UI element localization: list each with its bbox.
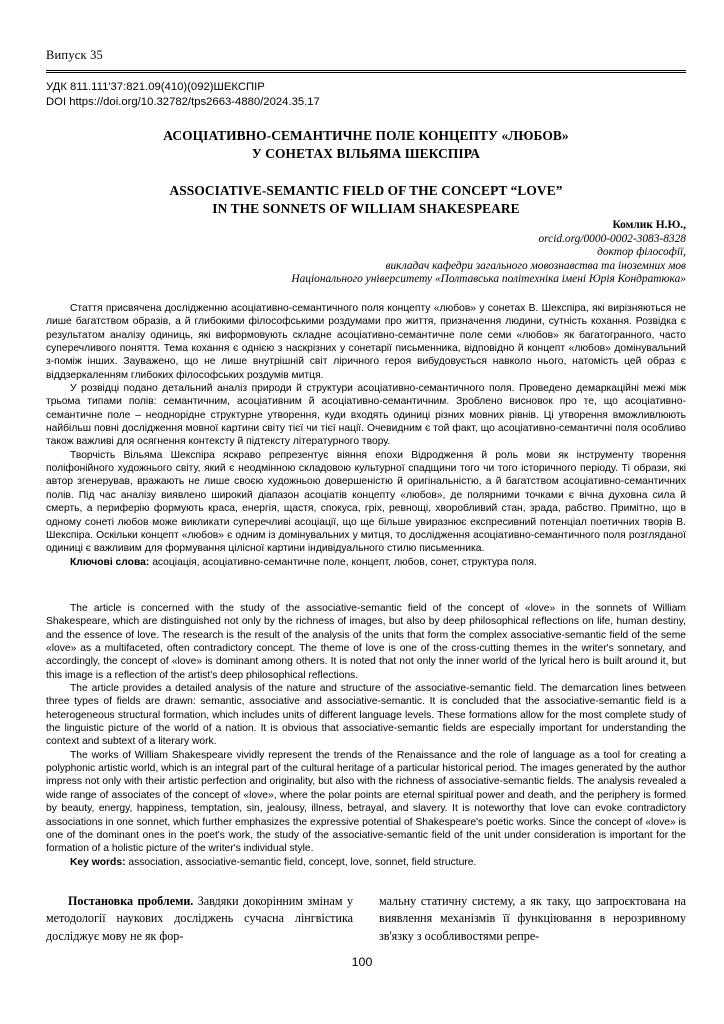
abstract-english	[46, 602, 686, 869]
body-column-right	[379, 893, 686, 945]
abstract-ukrainian-paragraph-3: Творчість Вільяма Шекспіра яскраво репрезентує віяння епохи Відродження й роль мови як інструменту творення поліфонійного художнього світу, який є неодмінною складовою культурної спадщини того чи того історичного періоду. Ті образи, які автор згенерував, вражають не лише своєю художньою довершеністю й оригінальністю, а й багатством асоціативно-семантичних полів. Під час аналізу виявлено широкий діапазон асоціатів концепту «любов», де полярними точками є вічна духовна сила й смерть, а периферію формують краса, енергія, щастя, спокуса, гріх, ревнощі, хворобливий стан, зрада, рабство. Примітно, що в одному сонеті любов може викликати суперечливі асоціації, що ще більше увиразнює експресивний потенціал поетичних творів В. Шекспіра. Оскільки концепт «любов» є одним із домінувальних у митця, то дослідження асоціативно-семантичного поля розгляданої одиниці є важливим для формування цілісної картини індивідуального стилю письменника.	[46, 449, 686, 555]
header-divider-rule	[46, 70, 686, 73]
abstract-ukrainian	[46, 302, 686, 569]
author-degree: доктор філософії,	[597, 246, 686, 259]
abstract-english-paragraph-2: The article provides a detailed analysis of the nature and structure of the associative-semantic field. The demarcation lines between three types of fields are drawn: semantic, associative and associative-semantic. It is concluded that the associative-semantic field is a heterogeneous structural formation, which includes units of different language levels. These formations allow for the most complete study of the linguistic picture of the world of a nation. It is obvious that associative-semantic fields are especially important for understanding the context and subtext of a literary work.	[46, 683, 686, 748]
running-head-text: Випуск 35	[46, 48, 104, 62]
title-english-line-2: IN THE SONNETS OF WILLIAM SHAKESPEARE	[212, 200, 520, 216]
title-english	[46, 182, 686, 217]
section-heading-problem-statement: Постановка проблеми.	[68, 894, 194, 908]
author-name: Комлик Н.Ю.,	[612, 219, 686, 231]
keywords-english-label: Key words:	[70, 856, 126, 868]
udc-code: УДК 811.111'37:821.09(410)(092)ШЕКСПІР	[46, 81, 265, 93]
doi-code[interactable]: DOI https://doi.org/10.32782/tps2663-4880/2024.35.17	[46, 95, 320, 108]
author-block	[46, 219, 686, 287]
author-position: викладач кафедри загального мовознавства та іноземних мов	[385, 259, 686, 272]
title-ukrainian-line-2: У СОНЕТАХ ВІЛЬЯМА ШЕКСПІРА	[251, 145, 481, 161]
title-english-line-1: ASSOCIATIVE-SEMANTIC FIELD OF THE CONCEPT “LOVE”	[169, 183, 563, 198]
abstract-ukrainian-paragraph-2: У розвідці подано детальний аналіз природи й структури асоціативно-семантичного поля. Проведено демаркаційні межі між трьома типами полів: семантичним, асоціативним й асоціативно-семантичним. Зроблено висновок про те, що асоціативно-семантичне поле – неоднорідне структурне утворення, куди входять одиниці різних мовних рівнів. Ці утворення вможливлюють найбільш повні дослідження мовної картини світу тієї чи тієї нації. Очевидним є той факт, що асоціативно-семантичні поля особливо також важливі для осягнення контексту й підтексту літературного твору.	[46, 383, 686, 448]
identifier-block	[46, 80, 686, 109]
body-column-right-text: мальну статичну систему, а як таку, що запроєктована на виявлення механізмів її функціювання в нерозривному зв'язку з особливостями репре-	[379, 894, 686, 943]
title-block	[46, 127, 686, 217]
page-number: 100	[351, 955, 373, 969]
keywords-ukrainian	[46, 556, 686, 569]
keywords-english	[46, 856, 686, 869]
body-column-left-text: Завдяки докорінним змінам у методології наукових досліджень сучасна лінгвістика досліджує мову не як фор-	[46, 894, 353, 943]
abstract-english-paragraph-3: The works of William Shakespeare vividly represent the trends of the Renaissance and the role of language as a tool for creating a polyphonic artistic world, which is an integral part of the cultural heritage of a particular historical period. The images generated by the author impress not only with their artistic perfection and originality, but also with the richness of associative-semantic fields. The analysis revealed a wide range of associates of the concept of «love», where the polar points are eternal spiritual power and death, and the periphery is formed by beauty, energy, happiness, temptation, sin, jealousy, illness, betrayal, and slavery. It is noteworthy that love can evoke contradictory associations in one sonnet, which further emphasizes the expressive potential of Shakespeare's poetic works. Since the concept of «love» is one of the dominant ones in the poet's work, the study of the associative-semantic field of the unit under consideration is important for the formation of a holistic picture of the writer's individual style.	[46, 749, 686, 855]
body-two-column-section	[46, 893, 686, 945]
title-ukrainian-line-1: АСОЦІАТИВНО-СЕМАНТИЧНЕ ПОЛЕ КОНЦЕПТУ «ЛЮБОВ»	[163, 128, 569, 143]
body-paragraph-intro	[46, 893, 353, 945]
abstract-ukrainian-paragraph-1: Стаття присвячена дослідженню асоціативно-семантичного поля концепту «любов» у сонетах В. Шекспіра, які вирізняються не лише багатством образів, а й глибокими філософськими роздумами про життя, призначення людини, сутність кохання. Розвідка є результатом аналізу одиниць, які виформовують складне асоціативно-семантичне поле семи «любов» як багатогранного, часто суперечливого поняття. Тема кохання є однією з наскрізних у сонетарії письменника, відповідно й концепт «любов» домінувальний з-поміж інших. Зауважено, що не лише внутрішній світ ліричного героя вибудовується навколо нього, натомість цей образ є віддзеркаленням глибоких філософських роздумів митця.	[46, 303, 686, 381]
running-head	[46, 48, 686, 63]
author-affiliation: Національного університету «Полтавська політехніка імені Юрія Кондратюка»	[291, 273, 686, 286]
abstract-english-paragraph-1: The article is concerned with the study of the associative-semantic field of the concept of «love» in the sonnets of William Shakespeare, which are distinguished not only by the richness of images, but also by deep philosophical reflections on life, human destiny, and the essence of love. The research is the result of the analysis of the units that form the complex associative-semantic field of the seme «love» as a multifaceted, often contradictory concept. The theme of love is one of the cross-cutting themes in the writer's sonnetary, and accordingly, the concept of «love» is dominant among others. It is noted that not only the inner world of the lyrical hero is built around it, but this image is a reflection of the artist's deep philosophical reflections.	[46, 603, 686, 681]
title-ukrainian	[46, 127, 686, 162]
author-orcid[interactable]: orcid.org/0000-0002-3083-8328	[538, 232, 686, 245]
keywords-ukrainian-value: асоціація, асоціативно-семантичне поле, концепт, любов, сонет, структура поля.	[149, 556, 537, 568]
keywords-ukrainian-label: Ключові слова:	[70, 556, 150, 568]
body-column-left	[46, 893, 353, 945]
keywords-english-value: association, associative-semantic field, concept, love, sonnet, field structure.	[125, 856, 477, 868]
